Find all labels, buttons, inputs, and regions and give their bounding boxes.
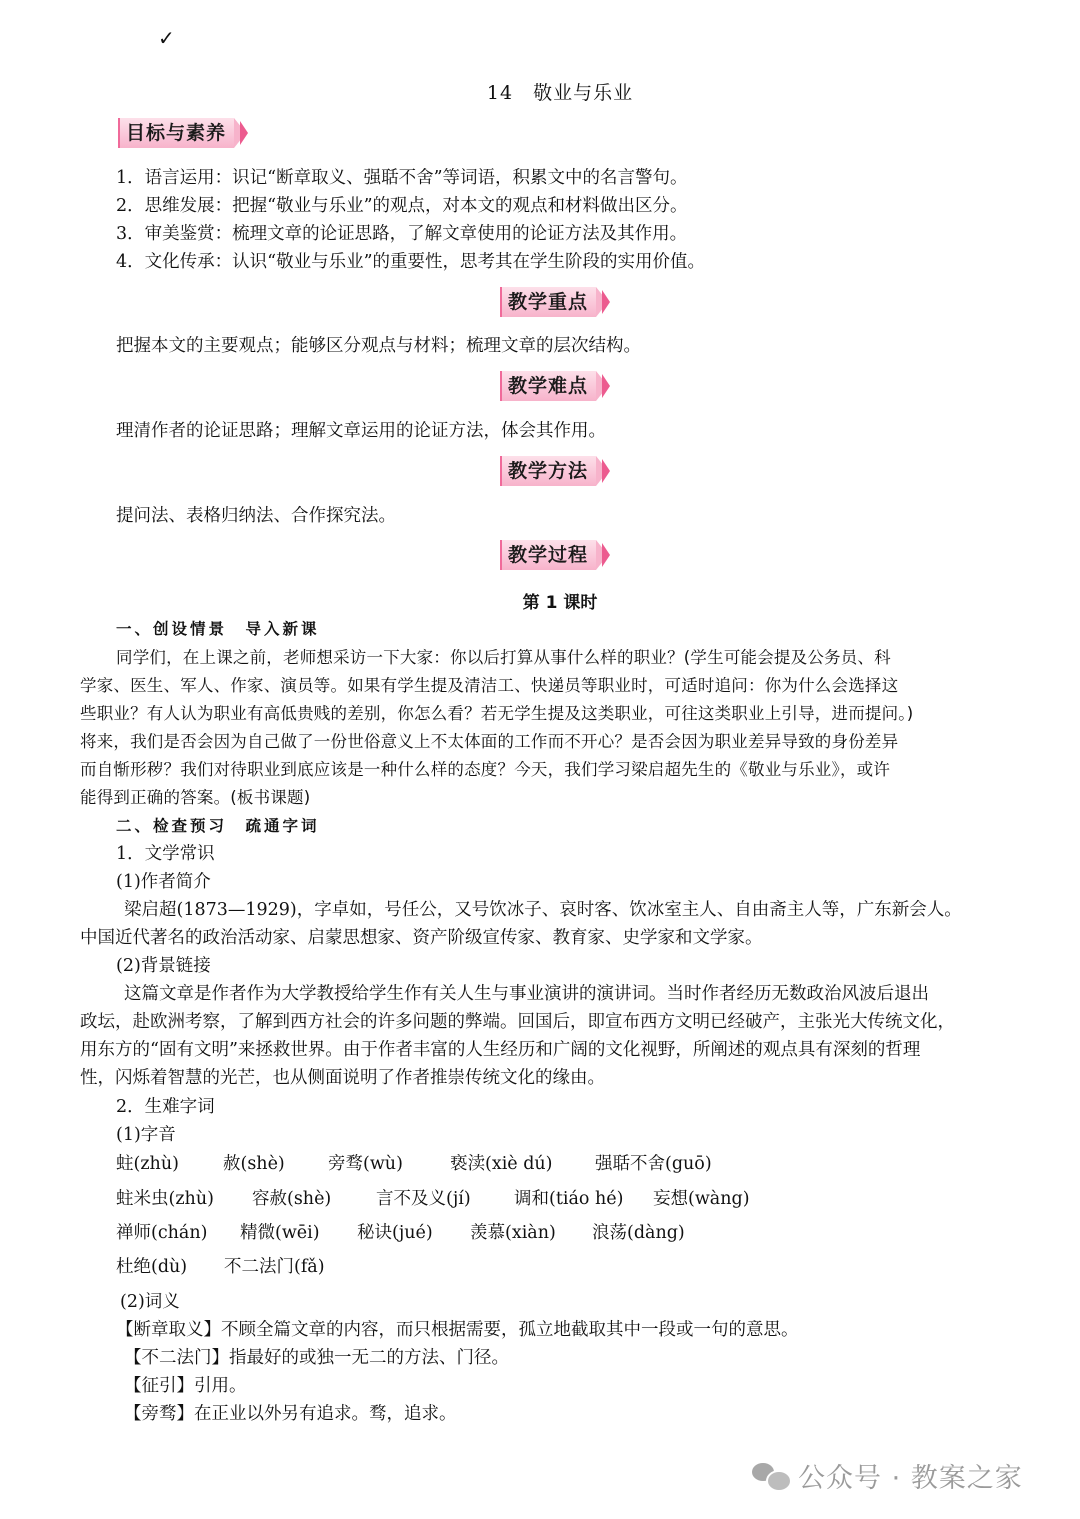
part1-heading: 一、创设情景 导入新课	[116, 620, 320, 638]
paragraph-line: 政坛，赴欧洲考察，了解到西方社会的许多问题的弊端。回国后，即宣布西方文明已经破产，主张光大传统文化，	[80, 1012, 955, 1032]
section-tag-goals	[118, 118, 248, 148]
pinyin-word: 赦(shè)	[223, 1154, 285, 1174]
subheading: (1)作者简介	[116, 872, 211, 892]
pinyin-word: 妄想(wàng)	[653, 1189, 750, 1209]
subheading: (2)背景链接	[116, 956, 211, 976]
pinyin-word: 蛀(zhù)	[116, 1154, 179, 1174]
pinyin-word: 浪荡(dàng)	[592, 1223, 685, 1243]
pinyin-word: 禅师(chán)	[116, 1223, 208, 1243]
methods-text: 提问法、表格归纳法、合作探究法。	[116, 506, 396, 526]
watermark-text: 公众号 · 教案之家	[798, 1462, 1023, 1494]
pinyin-word: 蛀米虫(zhù)	[116, 1189, 214, 1209]
paragraph-line: 同学们，在上课之前，老师想采访一下大家：你以后打算从事什么样的职业？(学生可能会提及公务员、科	[116, 648, 891, 667]
subheading: (2)词义	[120, 1292, 180, 1312]
goal-item: 1．语言运用：识记“断章取义、强聒不舍”等词语，积累文中的名言警句。	[116, 168, 688, 188]
section-tag-label: 教学过程	[500, 540, 596, 570]
goal-item: 4．文化传承：认识“敬业与乐业”的重要性，思考其在学生阶段的实用价值。	[116, 252, 706, 272]
subheading: 2．生难字词	[116, 1097, 215, 1117]
section-tag-label: 教学方法	[500, 456, 596, 486]
subheading: (1)字音	[116, 1125, 176, 1145]
paragraph-line: 些职业？有人认为职业有高低贵贱的差别，你怎么看？若无学生提及这类职业，可往这类职业上引导，进而提问。)	[80, 704, 914, 723]
pinyin-word: 容赦(shè)	[252, 1189, 332, 1209]
paragraph-line: 中国近代著名的政治活动家、启蒙思想家、资产阶级宣传家、教育家、史学家和文学家。	[80, 928, 763, 948]
watermark	[752, 1455, 1023, 1495]
paragraph-line: 用东方的“固有文明”来拯救世界。由于作者丰富的人生经历和广阔的文化视野，所阐述的观点具有深刻的哲理	[80, 1040, 921, 1060]
goal-item: 2．思维发展：把握“敬业与乐业”的观点，对本文的观点和材料做出区分。	[116, 196, 688, 216]
difficulties-text: 理清作者的论证思路；理解文章运用的论证方法，体会其作用。	[116, 421, 606, 441]
pinyin-word: 不二法门(fǎ)	[224, 1257, 325, 1277]
paragraph-line: 而自惭形秽？我们对待职业到底应该是一种什么样的态度？今天，我们学习梁启超先生的《敬业与乐业》，或许	[80, 760, 891, 779]
tag-arrow-icon	[602, 374, 610, 398]
pinyin-word: 秘诀(jué)	[357, 1223, 433, 1243]
part2-heading: 二、检查预习 疏通字词	[116, 817, 320, 835]
pinyin-word: 调和(tiáo hé)	[514, 1189, 624, 1209]
section-tag-methods	[500, 456, 610, 486]
section-tag-label: 目标与素养	[118, 118, 234, 148]
key-points-text: 把握本文的主要观点；能够区分观点与材料；梳理文章的层次结构。	[116, 336, 641, 356]
paragraph-line: 将来，我们是否会因为自己做了一份世俗意义上不太体面的工作而不开心？是否会因为职业差异导致的身份差异	[80, 732, 899, 751]
pinyin-word: 羡慕(xiàn)	[470, 1223, 556, 1243]
meaning-item: 【断章取义】不顾全篇文章的内容，而只根据需要，孤立地截取其中一段或一句的意思。	[116, 1320, 799, 1340]
pinyin-word: 精微(wēi)	[240, 1223, 320, 1243]
pinyin-word: 言不及义(jí)	[376, 1189, 471, 1209]
pinyin-word: 杜绝(dù)	[116, 1257, 188, 1277]
paragraph-line: 性，闪烁着智慧的光芒，也从侧面说明了作者推崇传统文化的缘由。	[80, 1068, 605, 1088]
section-tag-difficulties	[500, 371, 610, 401]
section-tag-label: 教学重点	[500, 287, 596, 317]
section-tag-label: 教学难点	[500, 371, 596, 401]
paragraph-line: 这篇文章是作者作为大学教授给学生作有关人生与事业演讲的演讲词。当时作者经历无数政治风波后退出	[124, 984, 929, 1004]
checkmark: ✓	[158, 26, 175, 50]
meaning-item: 【不二法门】指最好的或独一无二的方法、门径。	[124, 1348, 509, 1368]
paragraph-line: 梁启超(1873—1929)，字卓如，号任公，又号饮冰子、哀时客、饮冰室主人、自由斋主人等，广东新会人。	[124, 900, 962, 920]
paragraph-line: 学家、医生、军人、作家、演员等。如果有学生提及清洁工、快递员等职业时，可适时追问：你为什么会选择这	[80, 676, 899, 695]
meaning-item: 【旁骛】在正业以外另有追求。骛，追求。	[124, 1404, 457, 1424]
section-tag-process	[500, 540, 610, 570]
pinyin-word: 强聒不舍(guō)	[595, 1154, 712, 1174]
page-title: 14 敬业与乐业	[486, 82, 634, 104]
pinyin-word: 亵渎(xiè dú)	[450, 1154, 553, 1174]
paragraph-line: 能得到正确的答案。(板书课题)	[80, 788, 311, 807]
meaning-item: 【征引】引用。	[124, 1376, 247, 1396]
tag-arrow-icon	[602, 543, 610, 567]
section-tag-key-points	[500, 287, 610, 317]
subheading: 1．文学常识	[116, 844, 215, 864]
tag-arrow-icon	[602, 290, 610, 314]
tag-arrow-icon	[240, 121, 248, 145]
lesson-label: 第 1 课时	[522, 593, 598, 613]
pinyin-word: 旁骛(wù)	[328, 1154, 403, 1174]
goal-item: 3．审美鉴赏：梳理文章的论证思路，了解文章使用的论证方法及其作用。	[116, 224, 688, 244]
tag-arrow-icon	[602, 459, 610, 483]
wechat-icon	[752, 1461, 788, 1489]
